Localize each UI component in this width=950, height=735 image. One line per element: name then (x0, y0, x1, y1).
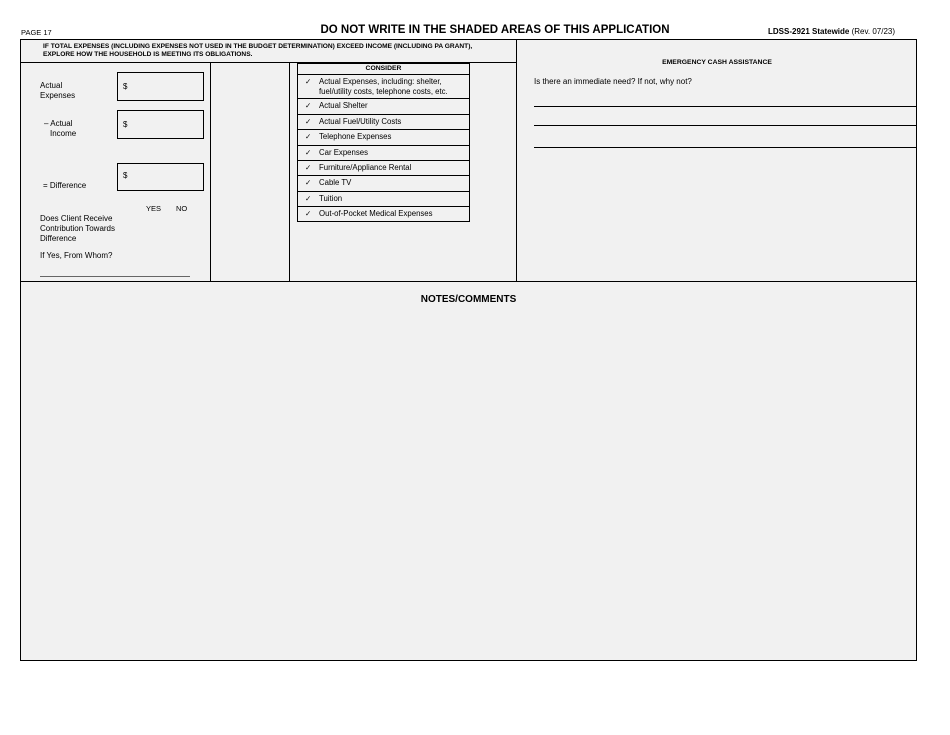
notes-area[interactable] (21, 310, 916, 660)
contribution-line2: Contribution Towards (40, 224, 116, 233)
expenses-label-line2: Expenses (40, 91, 76, 100)
eca-question: Is there an immediate need? If not, why not? (534, 77, 692, 86)
consider-item-label: Actual Shelter (319, 101, 368, 110)
consider-item-label: Cable TV (319, 178, 352, 187)
divider-notes (20, 281, 917, 282)
check-icon: ✓ (305, 194, 312, 203)
form-revision: (Rev. 07/23) (851, 27, 896, 36)
consider-item (298, 99, 469, 115)
consider-item-label: Actual Fuel/Utility Costs (319, 117, 402, 126)
consider-item (298, 130, 469, 146)
difference-field[interactable] (117, 163, 204, 191)
no-option[interactable]: NO (176, 204, 188, 213)
consider-item (298, 146, 469, 161)
form-id (768, 27, 895, 36)
form-number: LDSS-2921 Statewide (768, 27, 850, 36)
consider-item-label: Out-of-Pocket Medical Expenses (319, 209, 433, 218)
contribution-line1: Does Client Receive (40, 214, 113, 223)
expenses-field[interactable] (117, 72, 204, 101)
notes-title: NOTES/COMMENTS (420, 294, 517, 305)
page-number: PAGE 17 (21, 28, 52, 37)
eca-title: EMERGENCY CASH ASSISTANCE (662, 59, 772, 66)
currency-symbol: $ (123, 171, 128, 180)
from-whom-input-line[interactable] (40, 276, 190, 277)
consider-item (298, 75, 469, 99)
income-label-line1: – Actual (44, 119, 73, 128)
eca-answer-line[interactable] (534, 147, 917, 148)
contribution-question (40, 214, 115, 244)
check-icon: ✓ (305, 132, 312, 141)
check-icon: ✓ (305, 101, 312, 110)
divider-calc (210, 62, 211, 281)
difference-label: = Difference (43, 181, 87, 190)
divider-eca (516, 39, 517, 281)
consider-item-label: Actual Expenses, including: shelter, fuel/utility costs, telephone costs, etc. (319, 77, 448, 96)
contribution-line3: Difference (40, 234, 77, 243)
check-icon: ✓ (305, 117, 312, 126)
from-whom-label: If Yes, From Whom? (40, 251, 113, 260)
check-icon: ✓ (305, 148, 312, 157)
consider-item (298, 161, 469, 176)
consider-item-label: Tuition (319, 194, 343, 203)
check-icon: ✓ (305, 163, 312, 172)
consider-item (298, 115, 469, 130)
expenses-label (40, 81, 75, 101)
consider-item (298, 207, 469, 222)
eca-answer-line[interactable] (534, 106, 917, 107)
eca-answer-line[interactable] (534, 125, 917, 126)
consider-item (298, 176, 469, 192)
instructions-text: IF TOTAL EXPENSES (INCLUDING EXPENSES NOT USED IN THE BUDGET DETERMINATION) EXCEED INCOME (INCLUDING PA GRANT), EXPLORE HOW THE HOUSEHOLD IS MEETING ITS OBLIGATIONS. (43, 43, 473, 58)
currency-symbol: $ (123, 120, 128, 129)
page-title: DO NOT WRITE IN THE SHADED AREAS OF THIS APPLICATION (320, 24, 670, 36)
income-label (44, 119, 76, 139)
consider-heading: CONSIDER (298, 64, 469, 75)
consider-item (298, 192, 469, 207)
consider-item-label: Furniture/Appliance Rental (319, 163, 412, 172)
divider-consider-left (289, 62, 290, 281)
check-icon: ✓ (305, 209, 312, 218)
income-label-line2: Income (50, 129, 77, 138)
consider-table (297, 63, 470, 222)
yes-option[interactable]: YES (146, 204, 162, 213)
income-field[interactable] (117, 110, 204, 139)
consider-item-label: Car Expenses (319, 148, 368, 157)
check-icon: ✓ (305, 178, 312, 187)
currency-symbol: $ (123, 82, 128, 91)
check-icon: ✓ (305, 77, 312, 86)
consider-item-label: Telephone Expenses (319, 132, 392, 141)
expenses-label-line1: Actual (40, 81, 63, 90)
